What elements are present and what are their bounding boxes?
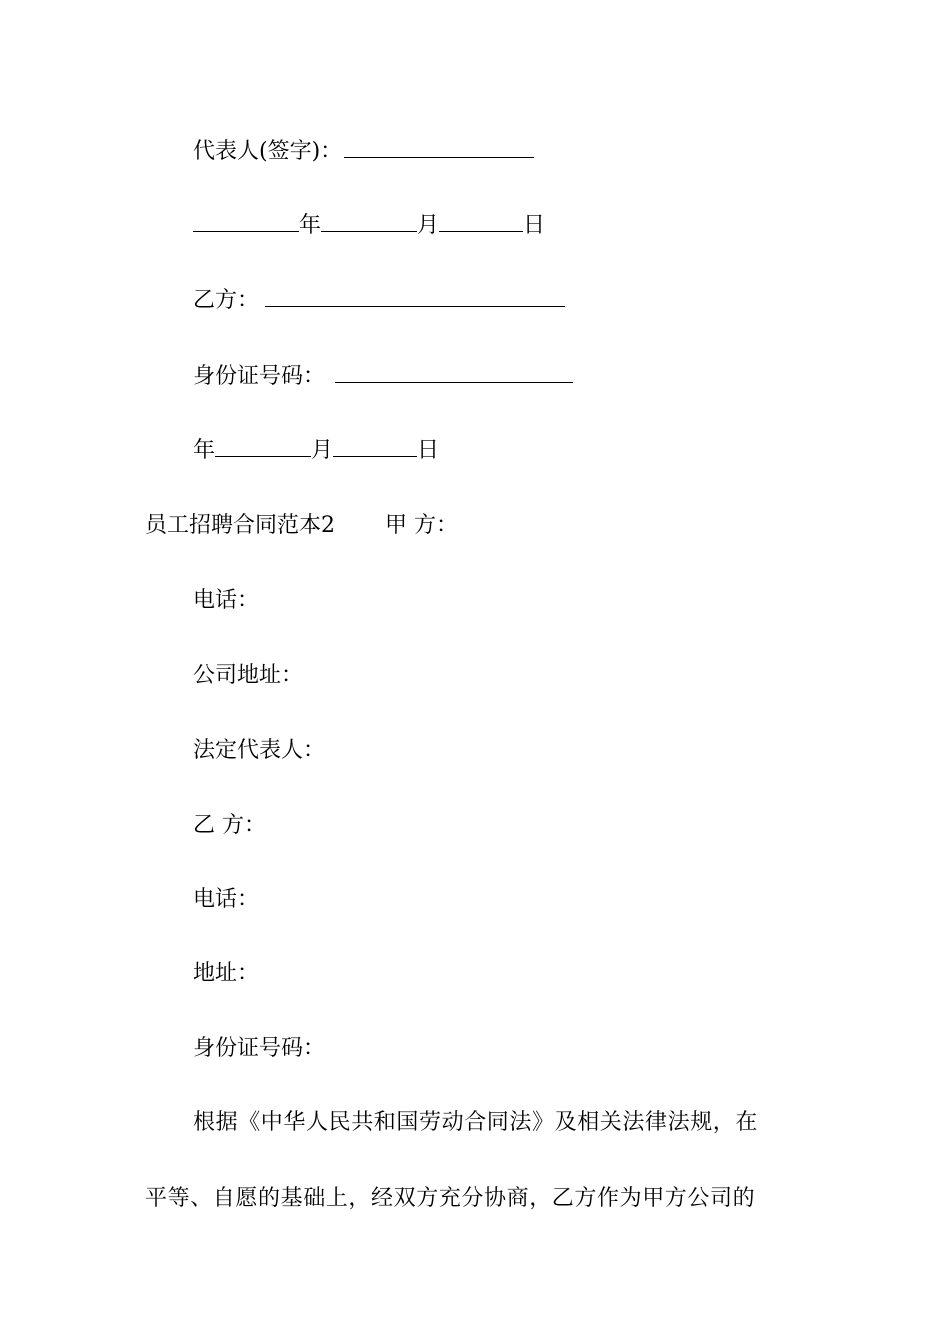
section-title-row [145, 511, 458, 541]
date-row-1 [193, 211, 545, 241]
section-title: 员工招聘合同范本2 [145, 513, 335, 538]
address-b-row [193, 959, 259, 989]
party-b-row [193, 811, 266, 841]
company-address-label: 公司地址： [193, 663, 304, 688]
body-text-1: 根据《中华人民共和国劳动合同法》及相关法律法规，在 [193, 1110, 759, 1135]
phone-a-label: 电话： [193, 588, 260, 613]
phone-b-label: 电话： [193, 887, 260, 912]
legal-rep-label: 法定代表人： [193, 738, 326, 763]
phone-a-row [193, 586, 259, 616]
day-blank-1[interactable] [439, 211, 523, 232]
day-label-2: 日 [417, 438, 440, 463]
address-b-label: 地址： [193, 961, 260, 986]
body-paragraph-line-1 [193, 1108, 758, 1138]
id-number-b-label: 身份证号码： [193, 1036, 326, 1061]
body-text-2: 平等、自愿的基础上，经双方充分协商，乙方作为甲方公司的 [145, 1186, 756, 1211]
day-blank-2[interactable] [333, 436, 417, 457]
id-number-row [193, 362, 573, 392]
phone-b-row [193, 885, 259, 915]
rep-signature-row [193, 137, 534, 167]
party-a-label: 甲 方： [385, 513, 458, 538]
party-b-label-2: 乙 方： [193, 813, 266, 838]
rep-signature-blank[interactable] [344, 137, 534, 158]
party-b-label: 乙方： [193, 288, 260, 313]
month-label-2: 月 [311, 438, 334, 463]
month-blank-2[interactable] [215, 436, 311, 457]
year-blank-1[interactable] [193, 211, 299, 232]
year-label-1: 年 [299, 213, 322, 238]
year-label-2: 年 [193, 438, 216, 463]
company-address-row [193, 661, 303, 691]
month-label-1: 月 [417, 213, 440, 238]
party-b-blank[interactable] [265, 286, 565, 307]
id-number-blank[interactable] [335, 362, 573, 383]
body-paragraph-line-2 [145, 1184, 755, 1214]
month-blank-1[interactable] [321, 211, 417, 232]
rep-signature-label: 代表人(签字)： [193, 139, 343, 164]
id-number-b-row [193, 1034, 325, 1064]
day-label-1: 日 [523, 213, 546, 238]
id-number-label: 身份证号码： [193, 364, 326, 389]
party-b-signature-row [193, 286, 565, 316]
date-row-2 [193, 436, 439, 466]
legal-rep-row [193, 736, 325, 766]
